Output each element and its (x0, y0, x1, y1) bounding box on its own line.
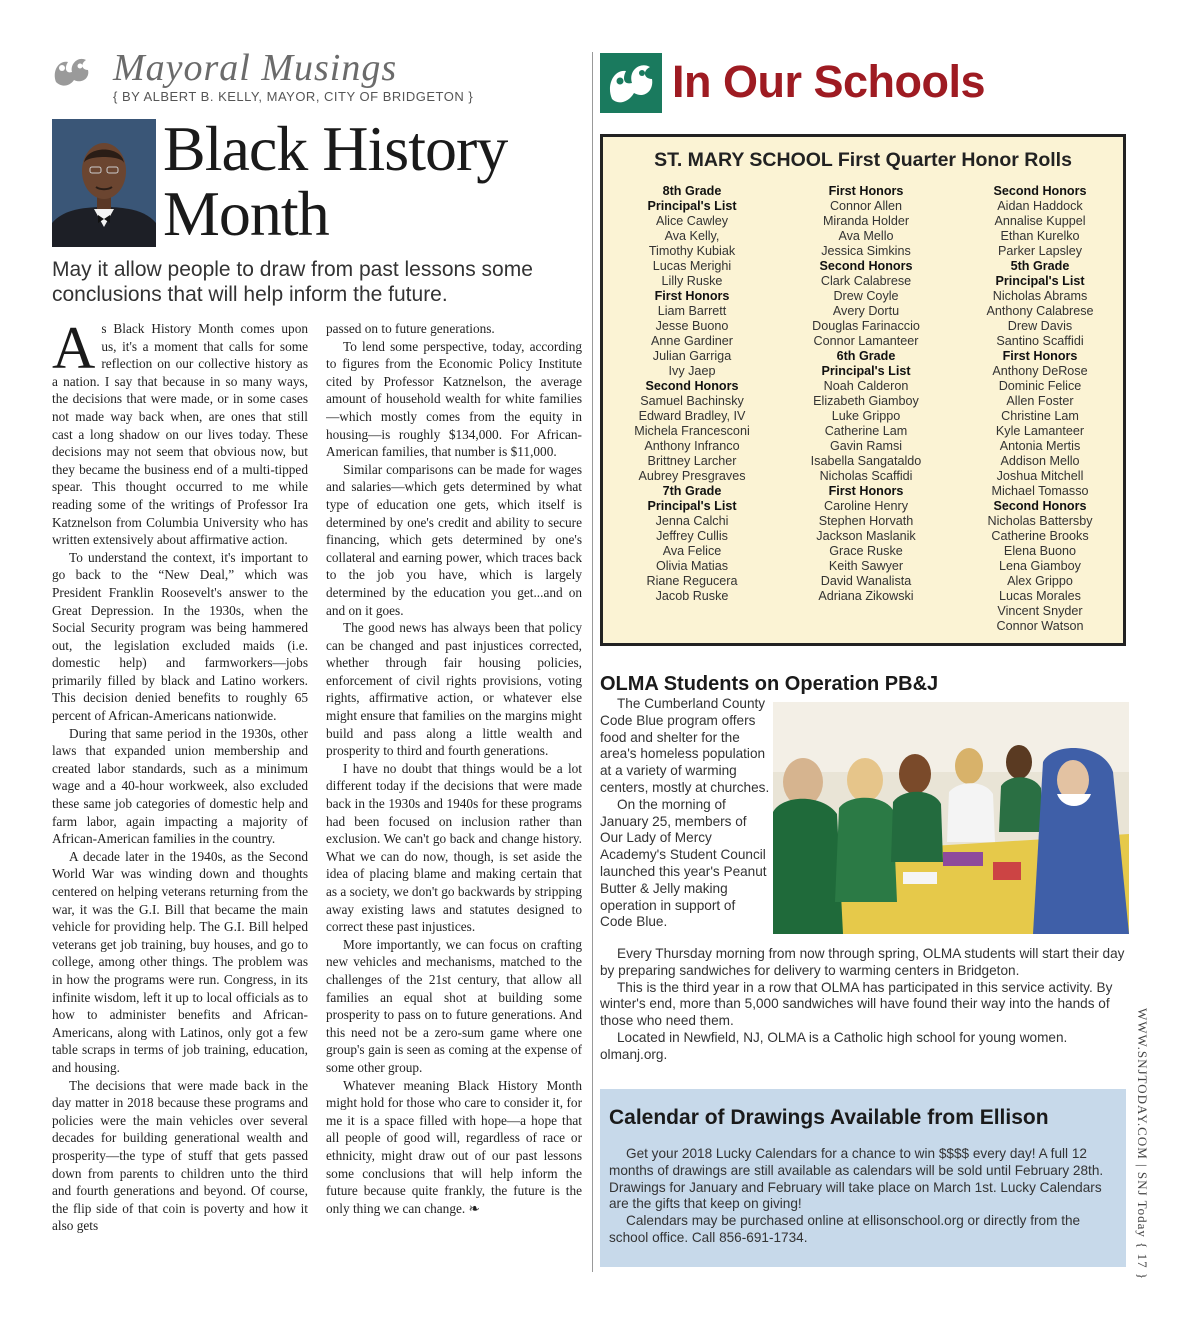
honor-roll-name: Lucas Merighi (652, 259, 732, 273)
honor-roll-name: Jesse Buono (655, 319, 729, 333)
honor-roll-name: Addison Mello (1000, 454, 1080, 468)
honor-roll-heading: Principal's List (995, 274, 1085, 288)
olma-body-narrow (600, 696, 770, 931)
honor-roll-name: Luke Grippo (831, 409, 901, 423)
honor-roll-name: Ava Kelly, (664, 229, 720, 243)
paragraph: Located in Newfield, NJ, OLMA is a Catholic high school for young women. olmanj.org. (600, 1029, 1068, 1062)
honor-roll-name: Alex Grippo (1007, 574, 1073, 588)
honor-roll-name: Riane Regucera (646, 574, 738, 588)
honor-roll-name: Edward Bradley, IV (638, 409, 746, 423)
honor-roll-name: Catherine Lam (824, 424, 908, 438)
honor-roll-heading: 7th Grade (662, 484, 722, 498)
honor-roll-heading: Principal's List (647, 199, 737, 213)
end-mark-icon: ❧ (468, 1200, 480, 1216)
honor-roll-name: David Wanalista (820, 574, 912, 588)
paragraph: Every Thursday morning from now through spring, OLMA students will start their day by preparing sandwiches for delivery to warming centers in Bridgeton. (600, 946, 1125, 978)
honor-roll-heading: 6th Grade (836, 349, 896, 363)
honor-roll-name: Julian Garriga (652, 349, 732, 363)
honor-roll-name: Joshua Mitchell (996, 469, 1084, 483)
honor-roll-title: ST. MARY SCHOOL First Quarter Honor Rolls (654, 149, 1072, 171)
honor-roll-name: Drew Coyle (833, 289, 899, 303)
honor-roll-name: Noah Calderon (823, 379, 909, 393)
paragraph: Get your 2018 Lucky Calendars for a chance to win $$$$ every day! A full 12 months of drawings are still available as calendars will be sold until February 28th. Drawings for January and February will take place on March 1st. Lucky Calendars are the gifts that keep on giving! (609, 1146, 1104, 1212)
honor-roll-name: Ava Felice (662, 544, 722, 558)
column-divider (592, 52, 593, 1272)
honor-roll-name: Elena Buono (1003, 544, 1077, 558)
column-title: Mayoral Musings (113, 47, 398, 89)
honor-roll-name: Jenna Calchi (655, 514, 729, 528)
calendar-headline: Calendar of Drawings Available from Ellison (609, 1106, 1049, 1129)
paragraph: Calendars may be purchased online at ellisonschool.org or directly from the school office. Call 856-691-1734. (609, 1213, 1081, 1245)
honor-roll-column (605, 184, 779, 604)
honor-roll-name: Allen Foster (1006, 394, 1074, 408)
honor-roll-name: Ethan Kurelko (1000, 229, 1080, 243)
paragraph: More importantly, we can focus on crafting new vehicles and mechanisms, matched to the challenges of the 21st century, that allow all families an equal shot at building some prosperity to pass on to future generations. And this need not be a zero-sum game where one group's gain is seen as coming at the expense of some other group. (326, 936, 582, 1075)
honor-roll-name: Michela Francesconi (634, 424, 750, 438)
honor-roll-heading: Second Honors (819, 259, 913, 273)
paragraph: To understand the context, it's important to go back to the “New Deal,” which was President Franklin Roosevelt's answer to the Great Depression. In the 1930s, when the Social Security program was being hammered out, the legislation excluded maids (i.e. domestic help) and farmworkers—jobs primarily filled by black and Latino workers. This decision denied benefits to roughly 65 percent of African-Americans nationwide. (52, 549, 308, 724)
calendar-body (609, 1146, 1119, 1247)
honor-roll-name: Nicholas Abrams (992, 289, 1088, 303)
honor-roll-name: Nicholas Scaffidi (819, 469, 913, 483)
honor-roll-name: Nicholas Battersby (987, 514, 1093, 528)
honor-roll-name: Alice Cawley (655, 214, 729, 228)
honor-roll-heading: First Honors (828, 184, 904, 198)
honor-roll-name: Santino Scaffidi (996, 334, 1084, 348)
honor-roll-name: Elizabeth Giamboy (813, 394, 919, 408)
paragraph: Whatever meaning Black History Month might hold for those who care to consider it, for me it is a space filled with hope—a hope that all people of good will, regardless of race or ethnicity, might draw out of our past lessons some conclusions that will help inform the future because quite frankly, the future is the only thing we can change. ❧ (326, 1077, 582, 1216)
honor-roll-name: Kyle Lamanteer (995, 424, 1085, 438)
honor-roll-name: Connor Watson (996, 619, 1084, 633)
honor-roll-name: Michael Tomasso (991, 484, 1089, 498)
honor-roll-name: Parker Lapsley (998, 244, 1082, 258)
leaf-ornament-icon (600, 53, 662, 113)
section-title: In Our Schools (672, 56, 986, 107)
honor-roll-name: Annalise Kuppel (994, 214, 1086, 228)
honor-roll-name: Anthony Infranco (644, 439, 740, 453)
honor-roll-name: Avery Dortu (832, 304, 900, 318)
honor-roll-box (600, 134, 1126, 646)
honor-roll-name: Ivy Jaep (668, 364, 716, 378)
honor-roll-heading: First Honors (654, 289, 730, 303)
honor-roll-column (779, 184, 953, 604)
honor-roll-name: Grace Ruske (829, 544, 903, 558)
honor-roll-name: Lucas Morales (999, 589, 1081, 603)
paragraph: A decade later in the 1940s, as the Second World War was winding down and thoughts centered on helping veterans returning from the war, it was the G.I. Bill that became the main vehicle for providing help. The G.I. Bill helped veterans get job training, buy houses, and go to college, among other things. The problem was in how the programs were run. Congress, in its infinite wisdom, left it up to local officials as to how to administer benefits and African-Americans, along with Latinos, only got a few table scraps in terms of job training, education, and housing. (52, 848, 308, 1075)
honor-roll-heading: 8th Grade (662, 184, 722, 198)
honor-roll-name: Clark Calabrese (820, 274, 912, 288)
paragraph: The good news has always been that policy can be changed and past injustices corrected, whether through fair housing policies, enforcement of civil rights provisions, voting rights, affirmative action, or whatever else might ensure that families on the margins might build and pass along a little wealth and prosperity to third and fourth generations. (326, 620, 582, 759)
olma-headline: OLMA Students on Operation PB&J (600, 673, 939, 695)
drop-cap: A (52, 320, 96, 381)
honor-roll-name: Connor Lamanteer (813, 334, 919, 348)
honor-roll-name: Christine Lam (1001, 409, 1079, 423)
honor-roll-column (953, 184, 1127, 634)
honor-roll-name: Brittney Larcher (647, 454, 737, 468)
honor-roll-name: Lena Giamboy (999, 559, 1081, 573)
paragraph: As Black History Month comes upon us, it's a moment that calls for some reflection on our collective history as a nation. I say that because in so many ways, the decisions that were made, or in some cases not made way back when, are ones that still cast a long shadow on our lives today. These decisions may not seem that obvious now, but they became the business end of a multi-tipped spear. This thought occurred to me while reading some of the writings of Professor Ira Katznelson from Columbia University who has written extensively about affirmative action. (52, 320, 308, 548)
paragraph: The Cumberland County Code Blue program offers food and shelter for the area's homeless population at a variety of warming centers, mostly at churches. (600, 696, 770, 795)
honor-roll-name: Isabella Sangataldo (810, 454, 922, 468)
honor-roll-name: Jessica Simkins (821, 244, 911, 258)
honor-roll-name: Stephen Horvath (818, 514, 914, 528)
olma-body-wide (600, 946, 1128, 1064)
honor-roll-name: Aidan Haddock (997, 199, 1083, 213)
honor-roll-heading: Principal's List (821, 364, 911, 378)
honor-roll-heading: First Honors (1002, 349, 1078, 363)
honor-roll-name: Olivia Matias (655, 559, 729, 573)
honor-roll-name: Anthony Calabrese (986, 304, 1094, 318)
author-photo (52, 119, 156, 247)
paragraph: To lend some perspective, today, according to figures from the Economic Policy Institute cited by Professor Katznelson, the average amount of household wealth for white families—which mostly comes from the equity in housing—is roughly $134,000. For African-American families, that number is $11,000. (326, 338, 582, 460)
paragraph: Similar comparisons can be made for wages and salaries—which gets determined by what type of education one gets, which itself is determined by one's credit and ability to secure financing, which gets determined by one's collateral and earning power, which traces back to the job you have, which is largely determined by the education you get...and on and on it goes. (326, 461, 582, 618)
paragraph: On the morning of January 25, members of Our Lady of Mercy Academy's Student Council launched this year's Peanut Butter & Jelly making operation in support of Code Blue. (600, 796, 767, 930)
honor-roll-name: Ava Mello (838, 229, 894, 243)
honor-roll-name: Gavin Ramsi (829, 439, 903, 453)
honor-roll-name: Drew Davis (1007, 319, 1073, 333)
paragraph: This is the third year in a row that OLMA has participated in this service activity. By winter's end, more than 5,000 sandwiches will have found their way into the hands of those who need them. (600, 979, 1113, 1029)
honor-roll-name: Catherine Brooks (991, 529, 1089, 543)
headline (163, 113, 508, 249)
honor-roll-name: Dominic Felice (998, 379, 1082, 393)
paragraph: During that same period in the 1930s, other laws that expanded union membership and created labor standards, such as a minimum wage and a 40-hour workweek, also excluded these same job categories of domestic help and farm labor, again impacting a majority of African-American families in the country. (52, 725, 308, 847)
footer-text: WWW.SNJTODAY.COM | SNJ Today { 17 } (1135, 1008, 1150, 1281)
honor-roll-name: Connor Allen (829, 199, 903, 213)
headline-line-2: Month (163, 178, 329, 249)
headline-line-1: Black History (163, 113, 508, 184)
honor-roll-name: Aubrey Presgraves (638, 469, 746, 483)
honor-roll-name: Caroline Henry (824, 499, 908, 513)
honor-roll-heading: Second Honors (993, 499, 1087, 513)
honor-roll-name: Douglas Farinaccio (812, 319, 920, 333)
paragraph: I have no doubt that things would be a lot different today if the decisions that were made back in the 1930s and 1940s for these programs had been focused on inclusion rather than exclusion. We can't go back and change history. What we can do now, though, is set aside the idea of placing blame and making certain that as a society, we don't go backwards by stripping away existing laws and statutes designed to correct these past injustices. (326, 760, 582, 935)
byline: { BY ALBERT B. KELLY, MAYOR, CITY OF BRIDGETON } (113, 89, 474, 104)
honor-roll-name: Miranda Holder (822, 214, 910, 228)
deck-subhead: May it allow people to draw from past lessons some conclusions that will help inform the future. (52, 258, 533, 306)
honor-roll-name: Keith Sawyer (828, 559, 904, 573)
honor-roll-heading: First Honors (828, 484, 904, 498)
honor-roll-name: Antonia Mertis (999, 439, 1081, 453)
article-column-2 (326, 320, 582, 1272)
honor-roll-name: Anthony DeRose (992, 364, 1088, 378)
leaf-ornament-icon (50, 52, 98, 90)
honor-roll-heading: Principal's List (647, 499, 737, 513)
honor-roll-heading: Second Honors (993, 184, 1087, 198)
honor-roll-name: Jeffrey Cullis (656, 529, 728, 543)
page-footer-vertical (1132, 1008, 1156, 1281)
honor-roll-name: Jackson Maslanik (816, 529, 916, 543)
honor-roll-name: Timothy Kubiak (648, 244, 736, 258)
honor-roll-name: Anne Gardiner (651, 334, 733, 348)
honor-roll-heading: 5th Grade (1010, 259, 1070, 273)
olma-photo (773, 702, 1129, 934)
calendar-box (600, 1089, 1126, 1267)
honor-roll-heading: Second Honors (645, 379, 739, 393)
honor-roll-name: Vincent Snyder (997, 604, 1083, 618)
honor-roll-name: Adriana Zikowski (818, 589, 914, 603)
honor-roll-name: Lilly Ruske (661, 274, 723, 288)
paragraph: The decisions that were made back in the day matter in 2018 because these programs and policies were the main vehicles over several decades for building generational wealth and prosperity—the type of stuff that gets passed down from parents to children unto the third and fourth generations and beyond. Of course, the flip side of that coin is poverty and how it also gets (52, 1077, 308, 1234)
honor-roll-name: Samuel Bachinsky (640, 394, 744, 408)
honor-roll-name: Jacob Ruske (655, 589, 729, 603)
paragraph: passed on to future generations. (326, 321, 495, 336)
honor-roll-name: Liam Barrett (657, 304, 727, 318)
article-column-1 (52, 320, 308, 1272)
